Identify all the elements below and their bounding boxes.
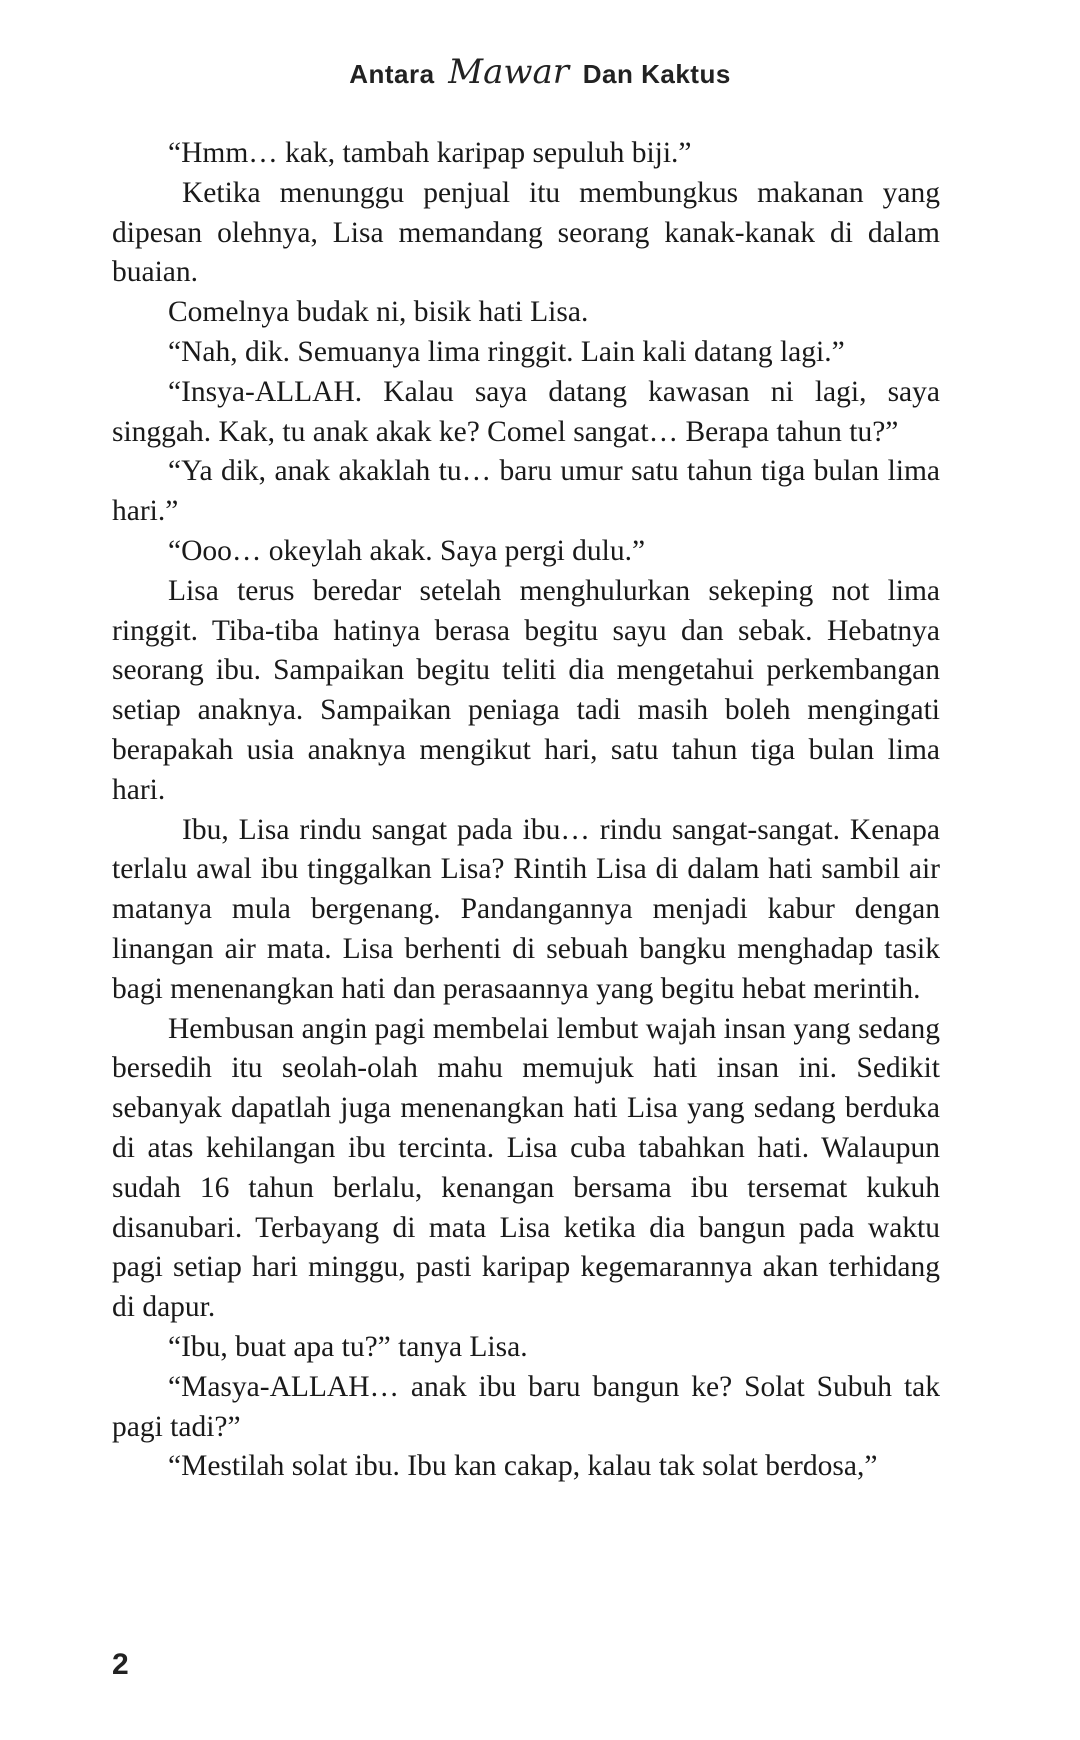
header-title-before: Antara — [349, 59, 435, 89]
paragraph: “Hmm… kak, tambah karipap sepuluh biji.” — [168, 137, 692, 169]
header-title-script: Mawar — [448, 52, 570, 92]
paragraph: “Masya-ALLAH… anak ibu baru bangun ke? Solat Subuh tak pagi tadi?” — [112, 1370, 940, 1443]
paragraph: “Nah, dik. Semuanya lima ringgit. Lain kali datang lagi.” — [168, 335, 845, 368]
paragraph: Lisa terus beredar setelah menghulurkan sekeping not lima ringgit. Tiba-tiba hatinya berasa begitu sayu dan sebak. Hebatnya seorang ibu. Sampaikan begitu teliti dia mengetahui perkembangan setiap anaknya. Sampaikan peniaga tadi masih boleh mengingati berapakah usia anaknya mengikut hari, satu tahun tiga bulan lima hari. — [112, 574, 940, 806]
paragraph: “Ibu, buat apa tu?” tanya Lisa. — [168, 1330, 528, 1363]
paragraph: Comelnya budak ni, bisik hati Lisa. — [168, 296, 589, 329]
page-number: 2 — [112, 1648, 129, 1681]
paragraph: Ketika menunggu penjual itu membungkus makanan yang dipesan olehnya, Lisa memandang seorang kanak-kanak di dalam buaian. — [112, 176, 940, 289]
paragraph: “Ooo… okeylah akak. Saya pergi dulu.” — [168, 534, 646, 567]
paragraph: Hembusan angin pagi membelai lembut wajah insan yang sedang bersedih itu seolah-olah mahu memujuk hati insan ini. Sedikit sebanyak dapatlah juga menenangkan hati Lisa yang sedang berduka di atas kehilangan ibu tercinta. Lisa cuba tabahkan hati. Walaupun sudah 16 tahun berlalu, kenangan bersama ibu tersemat kukuh disanubari. Terbayang di mata Lisa ketika dia bangun pada waktu pagi setiap hari minggu, pasti karipap kegemarannya akan terhidang di dapur. — [112, 1012, 940, 1324]
paragraph: “Ya dik, anak akaklah tu… baru umur satu tahun tiga bulan lima hari.” — [112, 455, 940, 528]
paragraph: “Mestilah solat ibu. Ibu kan cakap, kalau tak solat berdosa,” — [168, 1450, 878, 1483]
page-body-text — [112, 134, 940, 1487]
header-title-after: Dan Kaktus — [582, 59, 731, 89]
paragraph: “Insya-ALLAH. Kalau saya datang kawasan ni lagi, saya singgah. Kak, tu anak akak ke? Comel sangat… Berapa tahun tu?” — [112, 375, 940, 448]
paragraph: Ibu, Lisa rindu sangat pada ibu… rindu sangat-sangat. Kenapa terlalu awal ibu tinggalkan Lisa? Rintih Lisa di dalam hati sambil air matanya mula bergenang. Pandangannya menjadi kabur dengan linangan air mata. Lisa berhenti di sebuah bangku menghadap tasik bagi menenangkan hati dan perasaannya yang begitu hebat merintih. — [112, 813, 940, 1005]
running-header — [0, 52, 1080, 92]
